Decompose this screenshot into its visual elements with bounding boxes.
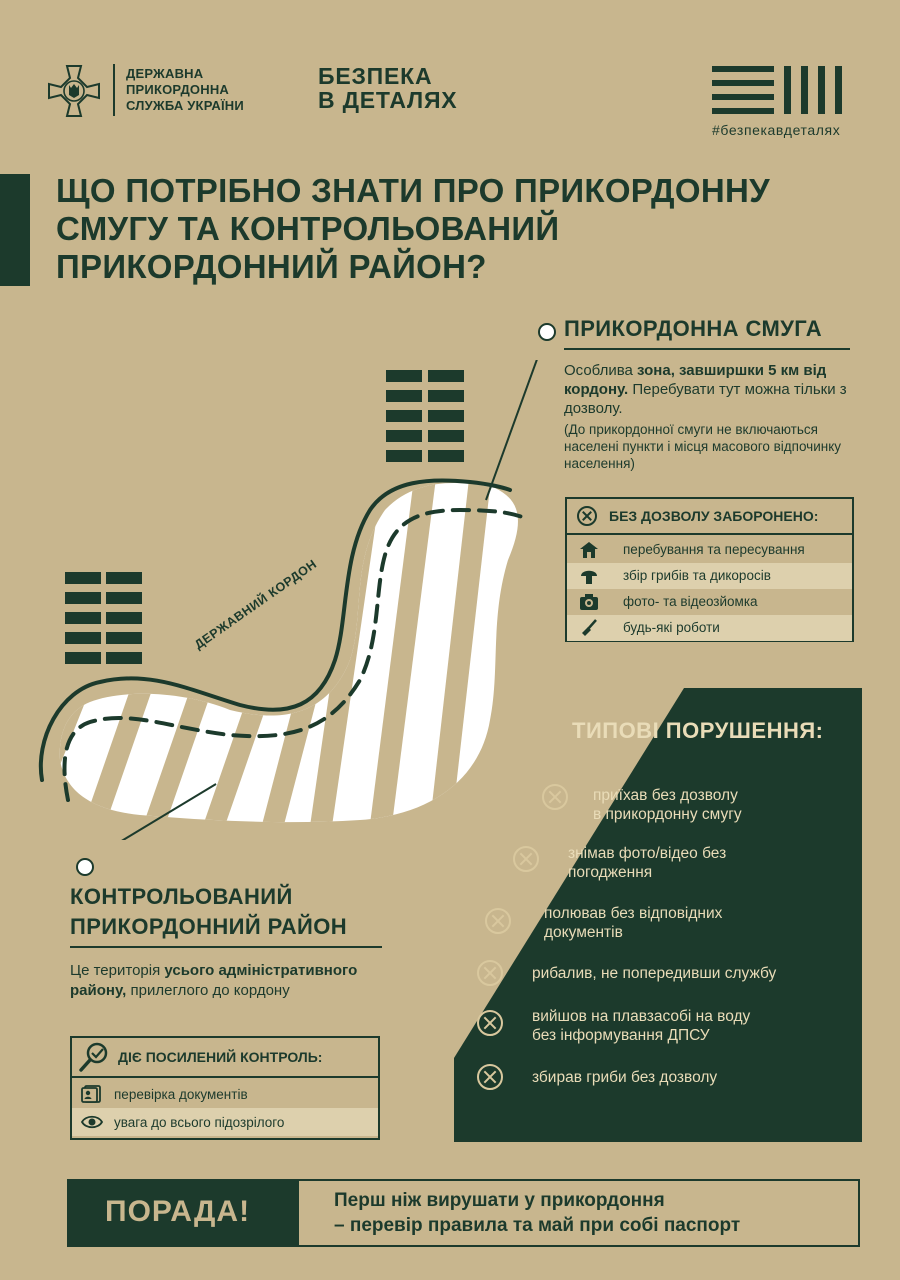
- advice-label-box: [69, 1181, 299, 1245]
- hashtag: #безпекавдеталях: [712, 122, 841, 138]
- border-strip-description: Особлива зона, завширшки 5 км від кордону. Перебувати тут можна тільки з дозволу.: [564, 362, 847, 417]
- controlled-district-description: Це територія усього адміністративного району, прилеглого до кордону: [70, 962, 358, 999]
- forbidden-item: фото- та відеозйомка: [567, 589, 852, 615]
- forbidden-list-header: [567, 499, 852, 535]
- magnifier-check-icon: [79, 1042, 111, 1072]
- enhanced-control-list: [70, 1036, 380, 1140]
- camera-icon: [579, 593, 599, 611]
- control-item: увага до всього підозрілого: [72, 1108, 378, 1136]
- violation-item: збирав гриби без дозволу: [532, 1069, 718, 1086]
- control-item: перевірка документів: [72, 1080, 378, 1108]
- enhanced-control-header: [72, 1038, 378, 1078]
- border-strip-note: (До прикордонної смуги не включаються населені пункти і місця масового відпочинку населення): [564, 422, 842, 471]
- typical-violations-title: ТИПОВІ ПОРУШЕННЯ:: [572, 718, 824, 743]
- shovel-icon: [579, 619, 599, 637]
- violation-item: приїхав без дозволу в прикордонну смугу: [593, 787, 742, 823]
- organization-name: ДЕРЖАВНА ПРИКОРДОННА СЛУЖБА УКРАЇНИ: [126, 66, 244, 113]
- state-border-label: ДЕРЖАВНИЙ КОРДОН: [191, 556, 320, 652]
- forbidden-item: збір грибів та дикоросів: [567, 563, 852, 589]
- id-card-icon: [81, 1085, 103, 1103]
- violation-x-icon: [542, 784, 568, 810]
- border-strip-title: ПРИКОРДОННА СМУГА: [564, 316, 823, 341]
- enhanced-control-title: ДІЄ ПОСИЛЕНИЙ КОНТРОЛЬ:: [118, 1049, 323, 1065]
- strip-title-underline: [564, 348, 850, 350]
- violation-x-icon: [477, 1064, 503, 1090]
- advice-label: ПОРАДА!: [105, 1195, 251, 1228]
- advice-banner: [67, 1179, 860, 1247]
- violation-x-icon: [513, 846, 539, 872]
- title-accent-bar: [0, 174, 30, 286]
- violation-item: знімав фото/відео без погодження: [568, 845, 727, 881]
- strip-pointer-dot: [538, 323, 556, 341]
- violation-item: полював без відповідних документів: [544, 905, 723, 941]
- violation-x-icon: [477, 1010, 503, 1036]
- project-name: БЕЗПЕКА В ДЕТАЛЯХ: [318, 63, 458, 113]
- forbidden-list: [565, 497, 854, 642]
- district-title-underline: [70, 946, 382, 948]
- forbidden-item: будь-які роботи: [567, 615, 852, 641]
- forbidden-item: перебування та пересування: [567, 537, 852, 563]
- controlled-district-title: КОНТРОЛЬОВАНИЙ ПРИКОРДОННИЙ РАЙОН: [70, 884, 348, 939]
- advice-text: Перш ніж вирушати у прикордоння – перевір правила та май при собі паспорт: [334, 1190, 741, 1236]
- violation-item: рибалив, не попередивши службу: [532, 965, 777, 982]
- district-pointer-dot: [76, 858, 94, 876]
- eye-icon: [81, 1113, 103, 1131]
- violation-x-icon: [485, 908, 511, 934]
- violation-x-icon: [477, 960, 503, 986]
- forbidden-list-title: БЕЗ ДОЗВОЛУ ЗАБОРОНЕНО:: [609, 508, 819, 524]
- prohibited-icon: [577, 506, 597, 526]
- mushroom-icon: [579, 567, 599, 585]
- violation-item: вийшов на плавзасобі на воду без інформування ДПСУ: [532, 1008, 751, 1044]
- page-title: ЩО ПОТРІБНО ЗНАТИ ПРО ПРИКОРДОННУ СМУГУ ТА КОНТРОЛЬОВАНИЙ ПРИКОРДОННИЙ РАЙОН?: [56, 172, 770, 285]
- header-divider: [113, 64, 115, 116]
- house-icon: [579, 541, 599, 559]
- border-guard-emblem-icon: [47, 64, 101, 118]
- project-logo-icon: [712, 66, 850, 114]
